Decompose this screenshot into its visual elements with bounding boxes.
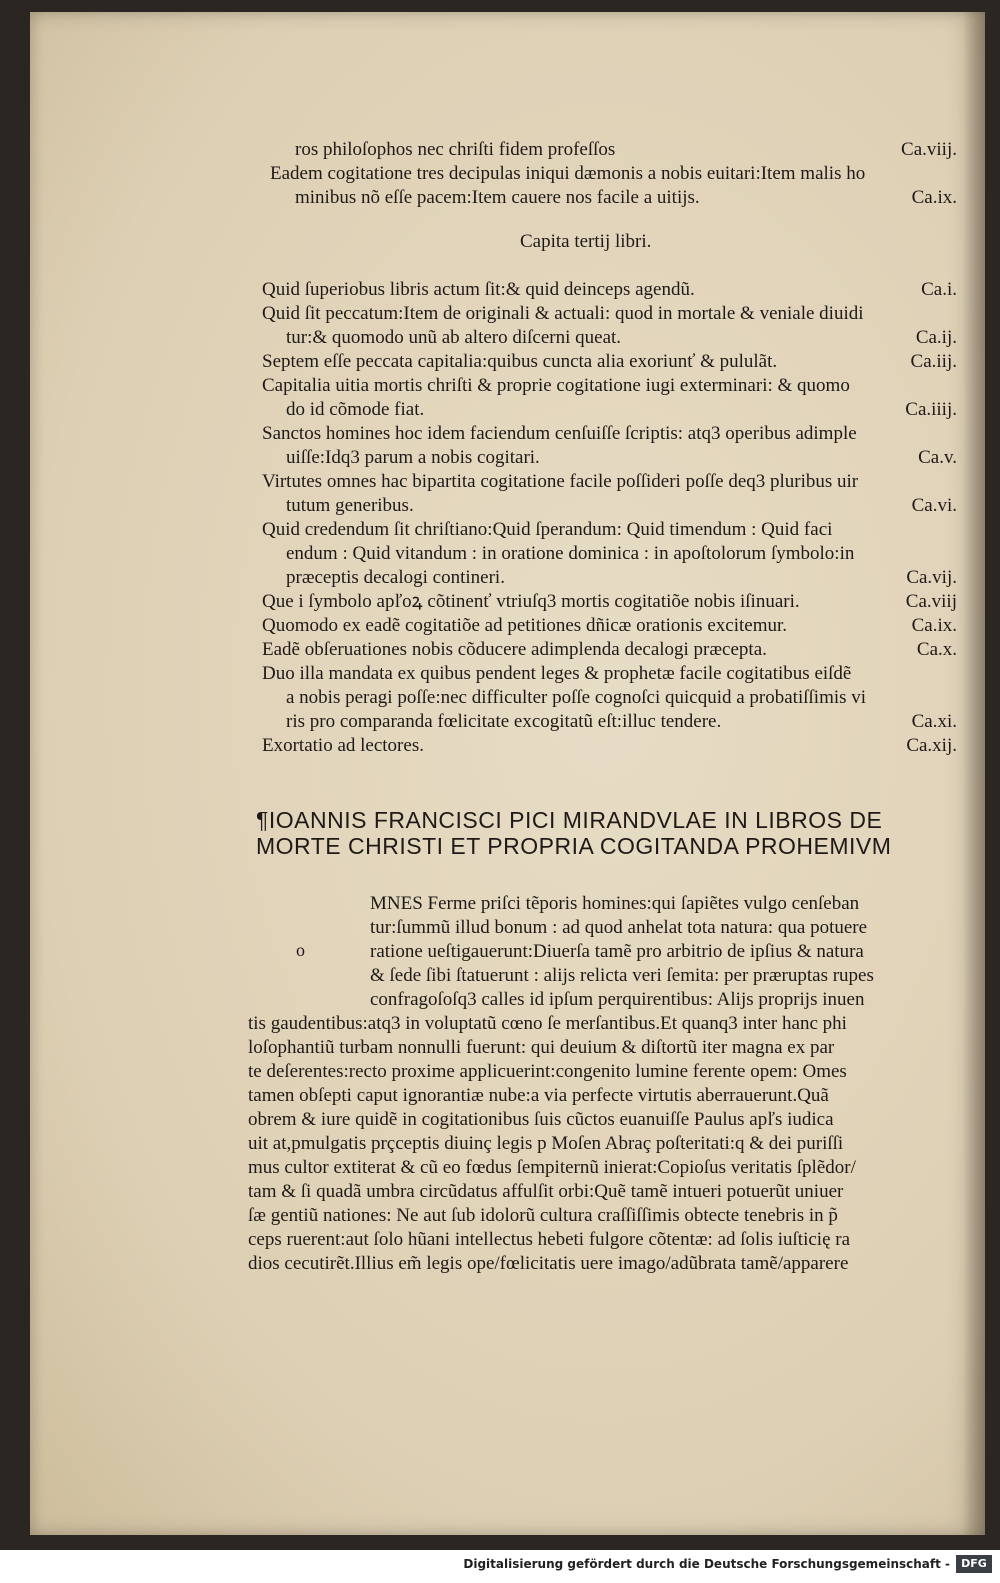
toc-top-line-3: minibus nõ eſſe pacem:Item cauere nos facile a uitijs. <box>295 187 700 208</box>
toc-ref-15: Ca.ix. <box>911 615 957 636</box>
toc-line-7: Sanctos homines hoc idem faciendum cenſuiſſe ſcriptis: atq3 operibus adimple <box>262 423 857 444</box>
body-line-4: & ſede ſibi ſtatuerunt : alijs relicta veri ſemita: per præruptas rupes <box>370 965 874 986</box>
section-heading: Capita tertij libri. <box>520 231 652 252</box>
toc-line-18: a nobis peragi poſſe:nec difficulter poſſe cognoſci quicquid a probatiſſimis vi <box>286 687 867 708</box>
toc-ref-14: Ca.viij <box>905 591 957 612</box>
toc-line-1: Quid ſuperiobus libris actum ſit:& quid deinceps agendũ. <box>262 279 695 300</box>
toc-line-15: Quomodo ex eadẽ cogitatiõe ad petitiones dñicæ orationis excitemur. <box>262 615 787 636</box>
toc-ref-10: Ca.vi. <box>911 495 957 516</box>
body-line-6: tis gaudentibus:atq3 in voluptatũ cœno ſe merſantibus.Et quanq3 inter hanc phi <box>248 1013 847 1034</box>
digitization-footer <box>0 1550 1000 1583</box>
toc-ref-1: Ca.i. <box>921 279 957 300</box>
body-line-16: dios cecutirẽt.Illius em̃ legis ope/fœlicitatis uere imago/adũbrata tamẽ/apparere <box>248 1253 849 1274</box>
body-line-11: uit at,pmulgatis prçceptis diuinç legis p Moſen Abraç poſteritati:q & dei puriſſi <box>248 1133 844 1154</box>
body-line-13: tam & ſi quadã umbra circũdatus affulſit orbi:Quẽ tamẽ intueri potuerũt uniuer <box>248 1181 844 1202</box>
toc-line-20: Exortatio ad lectores. <box>262 735 424 756</box>
toc-line-5: Capitalia uitia mortis chriſti & proprie cogitatione iugi exterminari: & quomo <box>262 375 850 396</box>
book-page <box>30 12 985 1535</box>
toc-line-16: Eadẽ obſeruationes nobis cõducere adimplenda decalogi præcepta. <box>262 639 767 660</box>
toc-ref-8: Ca.v. <box>918 447 957 468</box>
body-line-15: ceps ruerent:aut ſolo hũani intellectus hebeti fulgore cõtentæ: ad ſolis iuſticię ra <box>248 1229 851 1250</box>
toc-top-line-1: ros philoſophos nec chriſti fidem profeſſos <box>295 139 616 160</box>
body-line-2: tur:ſummũ illud bonum : ad quod anhelat tota natura: qua potuere <box>370 917 868 938</box>
toc-ref-3: Ca.ij. <box>915 327 957 348</box>
body-line-10: obrem & iure quidẽ in cogitationibus ſuis cũctos euanuiſſe Paulus apľs iudica <box>248 1109 834 1130</box>
toc-line-9: Virtutes omnes hac bipartita cogitatione facile poſſideri poſſe deq3 pluribus uir <box>262 471 859 492</box>
prologue-title-line-1: ¶IOANNIS FRANCISCI PICI MIRANDVLAE IN LIBROS DE <box>256 807 883 833</box>
toc-line-11: Quid credendum ſit chriſtiano:Quid ſperandum: Quid timendum : Quid faci <box>262 519 833 540</box>
toc-line-17: Duo illa mandata ex quibus pendent leges & prophetæ facile cogitatibus eiſdẽ <box>262 663 852 684</box>
toc-line-14: Que i ſymbolo apľoꝝ cõtinenť vtriuſq3 mortis cogitatiõe nobis iſinuari. <box>262 591 800 612</box>
prologue-title-line-2: MORTE CHRISTI ET PROPRIA COGITANDA PROHEMIVM <box>256 833 892 859</box>
body-line-3: ratione ueſtigauerunt:Diuerſa tamẽ pro arbitrio de ipſius & natura <box>370 941 864 962</box>
toc-line-4: Septem eſſe peccata capitalia:quibus cuncta alia exoriunť & pululãt. <box>262 351 778 372</box>
body-line-8: te deſerentes:recto proxime applicuerint:congenito lumine ferente opem: Omes <box>248 1061 847 1082</box>
toc-ref-16: Ca.x. <box>916 639 957 660</box>
toc-ref-13: Ca.vij. <box>906 567 957 588</box>
toc-line-3: tur:& quomodo unũ ab altero diſcerni queat. <box>286 327 622 348</box>
body-line-1: MNES Ferme priſci tẽporis homines:qui ſapiẽtes vulgo cenſeban <box>370 893 860 914</box>
body-line-14: ſæ gentiũ nationes: Ne aut ſub idolorũ cultura craſſiſſimis obtecte tenebris in p̃ <box>248 1205 838 1226</box>
toc-line-13: præceptis decalogi contineri. <box>286 567 505 588</box>
drop-cap-guide-letter: o <box>296 940 305 960</box>
toc-ref-4: Ca.iij. <box>910 351 957 372</box>
toc-line-19: ris pro comparanda fœlicitate excogitatũ eſt:illuc tendere. <box>286 711 722 732</box>
toc-line-6: do id cõmode fiat. <box>286 399 425 420</box>
toc-line-8: uiſſe:Idq3 parum a nobis cogitari. <box>286 447 540 468</box>
toc-line-2: Quid ſit peccatum:Item de originali & actuali: quod in mortale & veniale diuidi <box>262 303 864 324</box>
footer-credit-text: Digitalisierung gefördert durch die Deutsche Forschungsgemeinschaft - <box>463 1557 950 1571</box>
toc-ref-19: Ca.xi. <box>911 711 957 732</box>
dfg-logo: DFG <box>956 1555 992 1573</box>
body-line-12: mus cultor extiterat & cũ eo fœdus ſempiternũ inierat:Copioſus veritatis ſplẽdor/ <box>248 1157 856 1178</box>
page-gutter-shadow <box>963 12 985 1535</box>
toc-line-10: tutum generibus. <box>286 495 414 516</box>
body-line-9: tamen obſepti caput ignorantiæ nube:a via perfecte virtutis aberrauerunt.Quã <box>248 1085 829 1106</box>
body-line-5: confragoſoſq3 calles id ipſum perquirentibus: Alijs proprijs inuen <box>370 989 865 1010</box>
toc-ref-20: Ca.xij. <box>906 735 957 756</box>
body-line-7: loſophantiũ turbam nonnulli fuerunt: qui deuium & diſtortũ iter magna ex par <box>248 1037 835 1058</box>
toc-ref-6: Ca.iiij. <box>905 399 957 420</box>
toc-line-12: endum : Quid vitandum : in oratione dominica : in apoſtolorum ſymbolo:in <box>286 543 855 564</box>
toc-top-ref-3: Ca.ix. <box>911 187 957 208</box>
toc-top-line-2: Eadem cogitatione tres decipulas iniqui dæmonis a nobis euitari:Item malis ho <box>270 163 866 184</box>
toc-top-ref-1: Ca.viij. <box>901 139 957 160</box>
